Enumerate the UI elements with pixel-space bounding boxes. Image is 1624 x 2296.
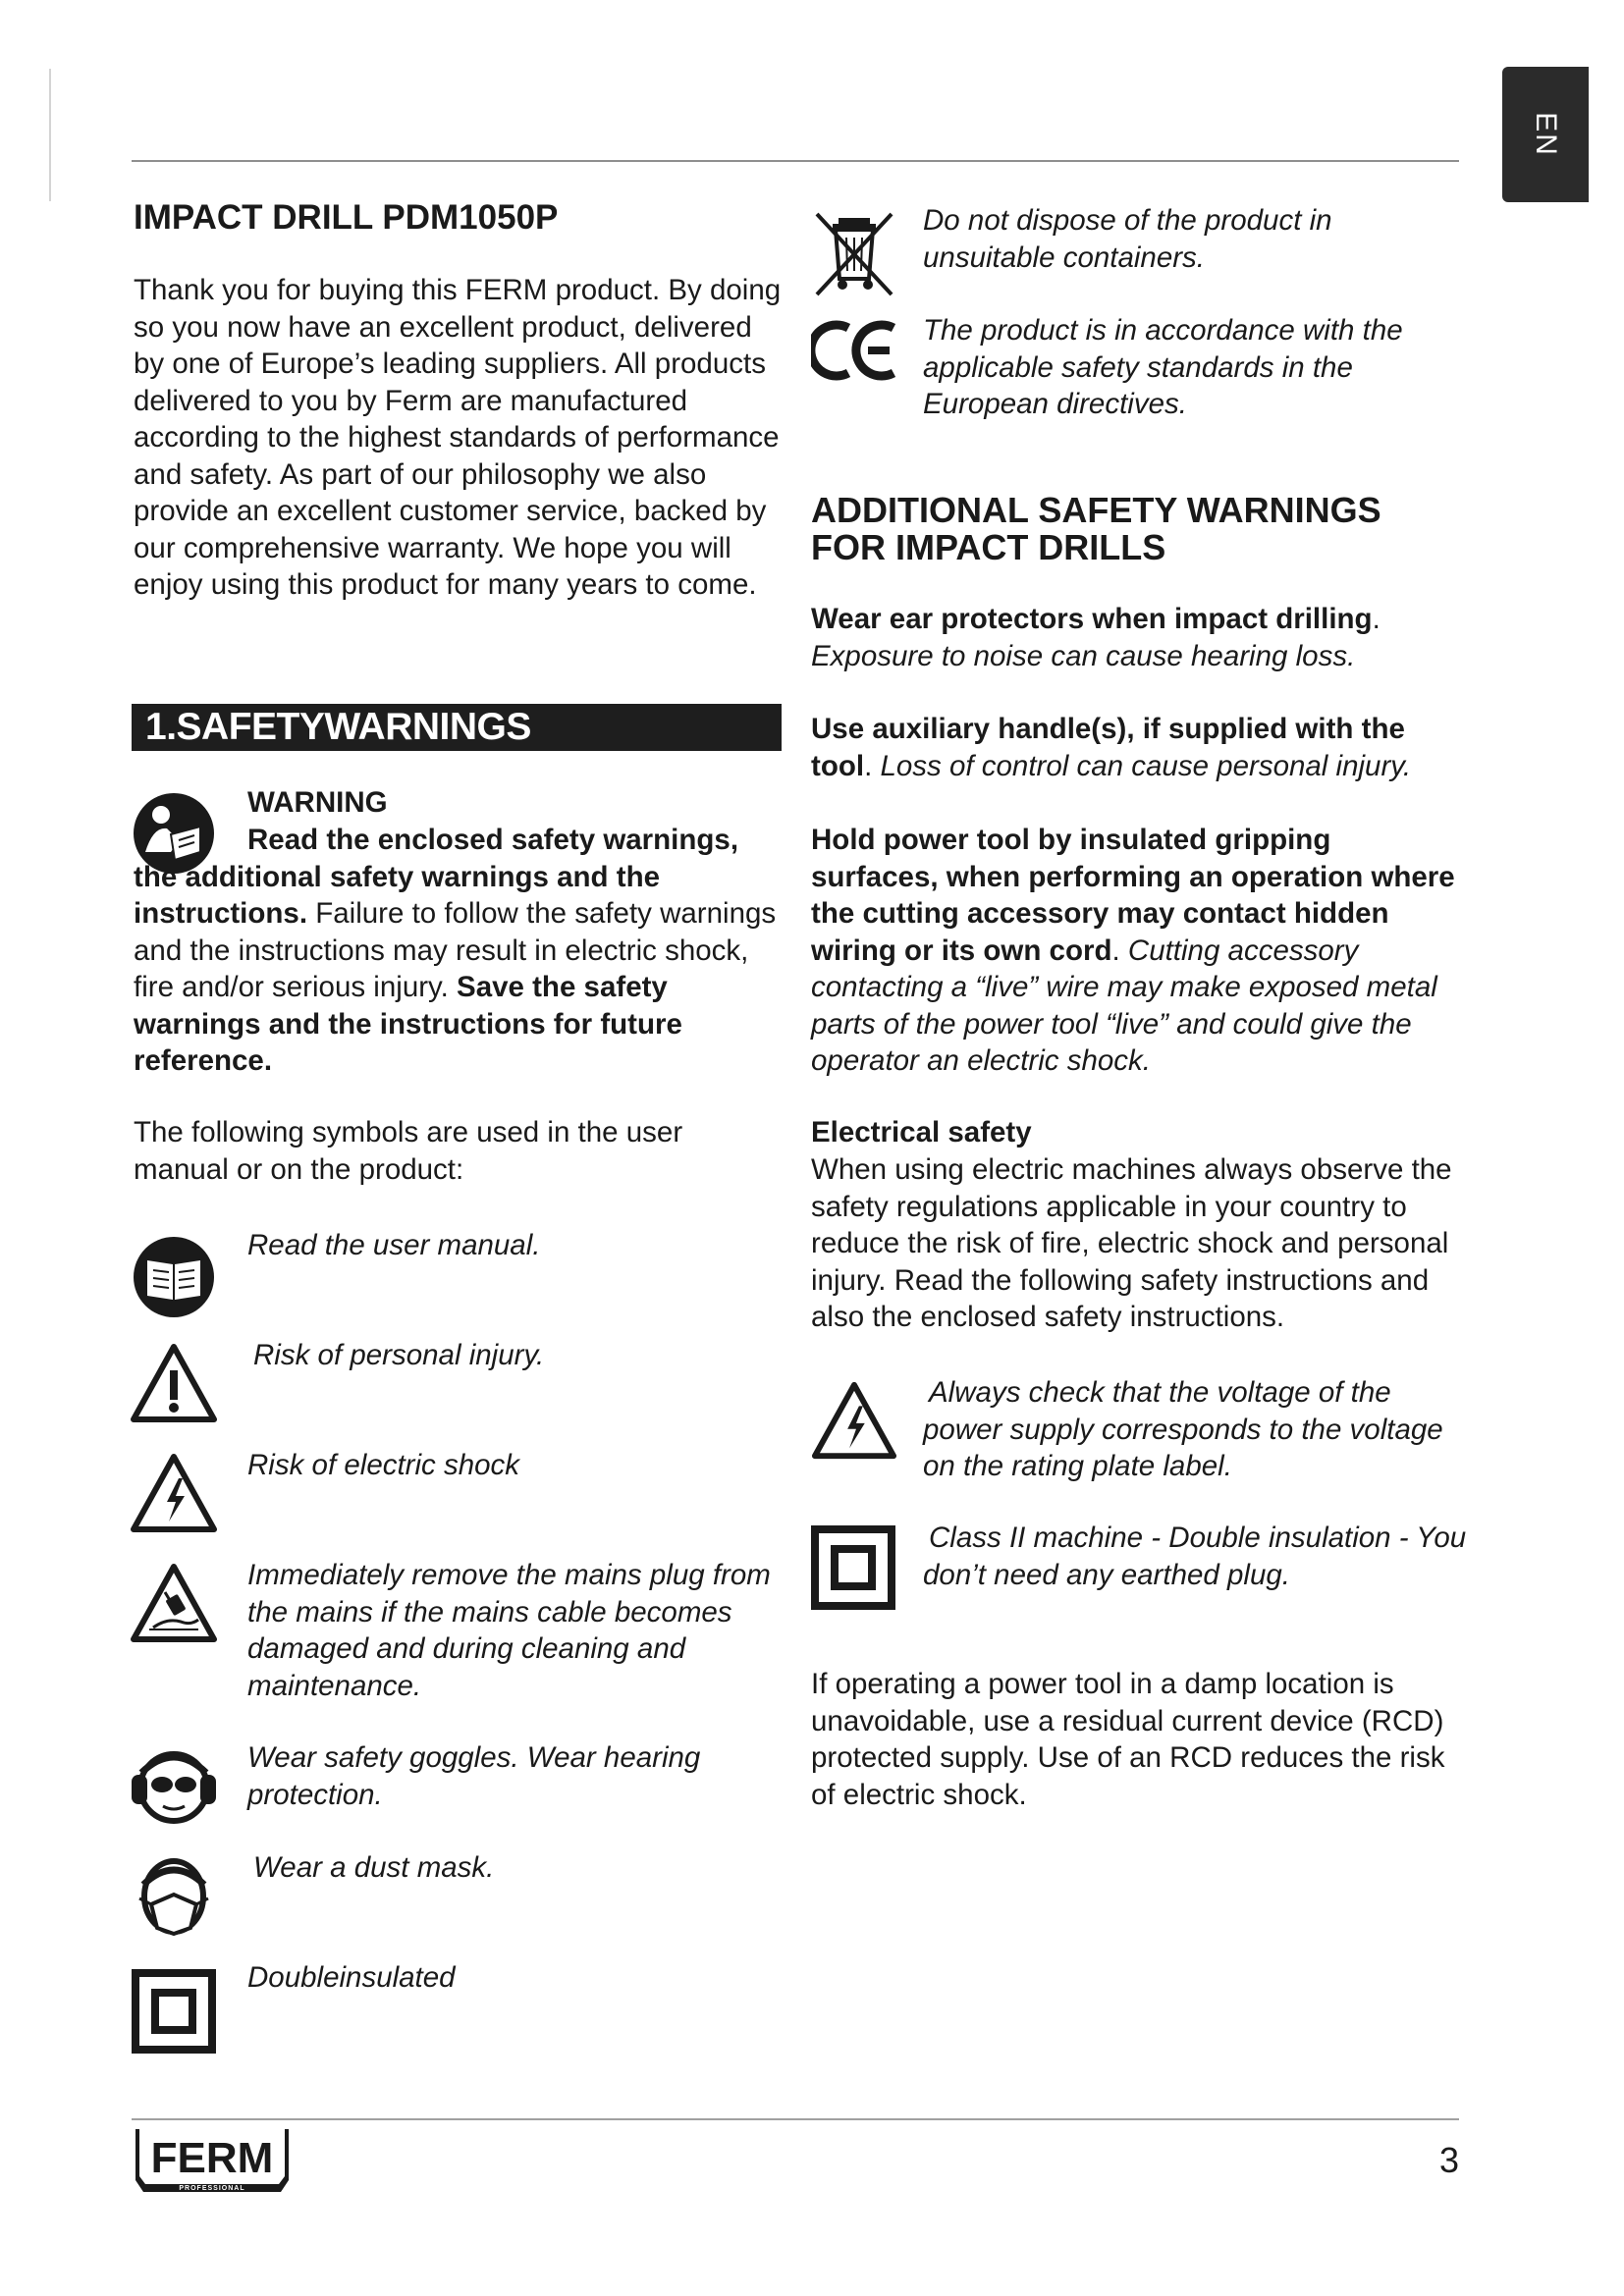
additional-heading-line-1: ADDITIONAL SAFETY WARNINGS	[811, 490, 1381, 530]
language-tab	[1502, 67, 1589, 202]
rcd-paragraph: If operating a power tool in a damp location is unavoidable, use a residual current device (RCD) protected supply. Use of an RCD reduces the risk of electric shock.	[811, 1668, 1445, 1811]
additional-heading-line-2: FOR IMPACT DRILLS	[811, 527, 1166, 567]
warning-ear-protectors	[811, 601, 1459, 674]
warning-triangle-icon	[130, 1343, 218, 1423]
header-rule	[132, 160, 1459, 162]
margin-line	[49, 69, 51, 201]
ear-protectors-bold: Wear ear protectors when impact drilling	[811, 603, 1373, 635]
ce-mark-icon	[811, 320, 897, 381]
warning-paragraph	[134, 822, 789, 1080]
symbol-text-goggles: Wear safety goggles. Wear hearing protection.	[247, 1741, 701, 1811]
aux-handle-dot: .	[864, 749, 873, 782]
dust-mask-icon	[134, 1855, 214, 1942]
ferm-logo-text: FERM	[150, 2134, 274, 2182]
symbol-text-ce: The product is in accordance with the applicable safety standards in the European directives.	[923, 314, 1403, 420]
double-insulated-icon	[132, 1969, 216, 2054]
symbol-text-voltage: Always check that the voltage of the power supply corresponds to the voltage on the rating plate label.	[923, 1376, 1443, 1482]
warning-insulated-gripping	[811, 822, 1459, 1080]
symbol-text-bin: Do not dispose of the product in unsuitable containers.	[923, 204, 1332, 274]
symbol-text-double-insulated: Doubleinsulated	[247, 1961, 456, 1994]
electrical-safety-heading: Electrical safety	[811, 1116, 1032, 1148]
ear-protectors-italic: Exposure to noise can cause hearing loss.	[811, 639, 1356, 672]
gripping-bold: Hold power tool by insulated gripping surfaces, when performing an operation where the cutting accessory may contact hidden wiring or its own cord	[811, 824, 1455, 967]
symbol-text-dust-mask: Wear a dust mask.	[253, 1851, 495, 1884]
intro-paragraph: Thank you for buying this FERM product. By doing so you now have an excellent product, delivered by one of Europe’s leading suppliers. All products delivered to you by Ferm are manufactured according to the highest standards of performance and safety. As part of our philosophy we also provide an excellent customer service, backed by our comprehensive warranty. We hope you will enjoy using this product for many years to come.	[134, 274, 782, 601]
ear-protectors-dot: .	[1372, 603, 1380, 635]
page-number: 3	[1439, 2140, 1460, 2180]
class-two-icon	[811, 1525, 895, 1610]
electric-shock-icon	[130, 1453, 218, 1533]
gripping-italic: Cutting accessory contacting a “live” wire may make exposed metal parts of the power tool “live” and could give the operator an electric shock.	[811, 934, 1437, 1077]
gripping-dot: .	[1111, 934, 1120, 967]
voltage-warning-icon	[811, 1380, 897, 1461]
symbol-text-injury: Risk of personal injury.	[253, 1339, 545, 1371]
warning-text: Failure to follow the safety warnings and the instructions may result in electric shock, fire and/or serious injury.	[134, 897, 777, 1003]
warning-auxiliary-handle	[811, 711, 1459, 784]
ferm-logo-subtext: PROFESSIONAL	[179, 2185, 245, 2192]
wheelie-bin-icon	[811, 208, 897, 298]
symbol-text-class-two: Class II machine - Double insulation - You don’t need any earthed plug.	[923, 1522, 1467, 1591]
electrical-safety-text: When using electric machines always observe the safety regulations applicable in your country to reduce the risk of fire, electric shock and personal injury. Read the following safety instructions and also the enclosed safety instructions.	[811, 1153, 1452, 1333]
goggles-hearing-icon	[130, 1743, 218, 1832]
symbol-text-manual: Read the user manual.	[247, 1229, 541, 1261]
symbol-text-mains: Immediately remove the mains plug from the mains if the mains cable becomes damaged and during cleaning and maintenance.	[247, 1559, 771, 1702]
ferm-logo	[132, 2123, 292, 2198]
footer-rule	[132, 2118, 1459, 2120]
aux-handle-italic: Loss of control can cause personal injury.	[872, 749, 1412, 782]
page-title: IMPACT DRILL PDM1050P	[134, 198, 559, 237]
warning-save-text: Save the safety warnings and the instructions for future reference.	[134, 971, 682, 1077]
manual-icon	[132, 1235, 216, 1319]
symbol-text-electric: Risk of electric shock	[247, 1449, 520, 1481]
warning-bold-text: Read the enclosed safety warnings, the additional safety warnings and the instructions.	[134, 824, 739, 930]
warning-title: WARNING	[247, 786, 388, 819]
section-heading: 1.SAFETYWARNINGS	[132, 704, 782, 751]
mains-plug-icon	[130, 1563, 218, 1643]
aux-handle-bold: Use auxiliary handle(s), if supplied with the tool	[811, 713, 1405, 782]
language-tab-label: EN	[1530, 112, 1562, 157]
symbols-intro: The following symbols are used in the user manual or on the product:	[134, 1116, 683, 1186]
